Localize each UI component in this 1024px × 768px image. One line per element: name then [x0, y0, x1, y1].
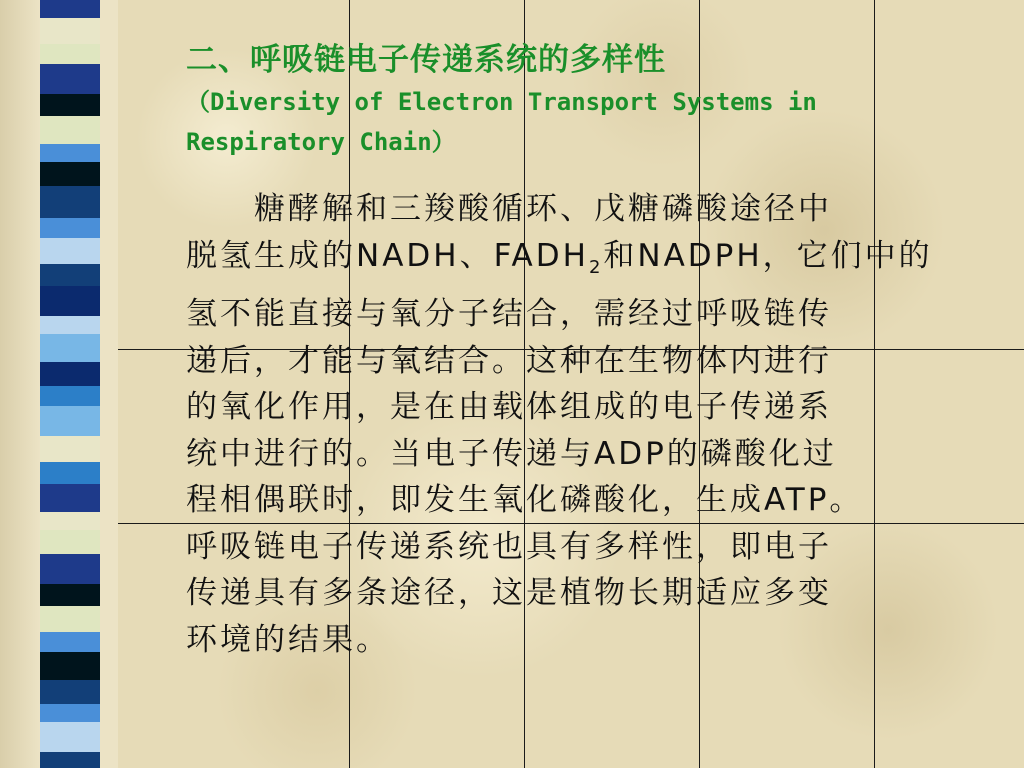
body-line-2-text-b: 和NADPH，它们中的 [603, 237, 933, 274]
stripe-segment [40, 64, 100, 94]
body-line-1-text: 糖酵解和三羧酸循环、戊糖磷酸途径中 [254, 191, 832, 227]
stripe-segment [40, 554, 100, 584]
stripe-segment [40, 144, 100, 162]
stripe-segment [40, 116, 100, 144]
stripe-segment [40, 44, 100, 64]
stripe-column [40, 0, 100, 768]
stripe-segment [40, 752, 100, 768]
stripe-segment [40, 722, 100, 752]
stripe-segment [40, 238, 100, 264]
stripe-segment [40, 334, 100, 362]
paragraph-indent [186, 191, 254, 227]
body-line-2 [186, 233, 946, 292]
body-line-1 [186, 186, 946, 233]
body-line-4: 递后，才能与氧结合。这种在生物体内进行 [186, 342, 832, 379]
stripe-segment [40, 264, 100, 286]
body-line-2-text-a: 脱氢生成的NADH、FADH [186, 237, 589, 274]
body-line-8: 呼吸链电子传递系统也具有多样性，即电子 [186, 528, 832, 565]
body-line-5: 的氧化作用，是在由载体组成的电子传递系 [186, 389, 832, 426]
stripe-segment [40, 18, 100, 44]
slide-title-english: （Diversity of Electron Transport Systems in Respiratory Chain） [186, 88, 817, 156]
stripe-segment [40, 162, 100, 186]
stripe-segment [40, 218, 100, 238]
stripe-segment [40, 530, 100, 554]
body-paragraph [186, 186, 946, 663]
body-line-3: 氢不能直接与氧分子结合，需经过呼吸链传 [186, 296, 832, 333]
body-line-9: 传递具有多条途径，这是植物长期适应多变 [186, 575, 832, 612]
stripe-segment [40, 436, 100, 462]
body-line-10: 环境的结果。 [186, 621, 390, 658]
stripe-segment [40, 680, 100, 704]
stripe-segment [40, 584, 100, 606]
stripe-segment [40, 186, 100, 218]
fadh2-subscript: 2 [588, 256, 604, 278]
stripe-segment [40, 704, 100, 722]
stripe-segment [40, 512, 100, 530]
decorative-stripe-band [0, 0, 118, 768]
stripe-segment [40, 0, 100, 18]
stripe-segment [40, 606, 100, 632]
stripe-segment [40, 652, 100, 680]
stripe-band-shadow [0, 0, 40, 768]
stripe-segment [40, 316, 100, 334]
stripe-segment [40, 386, 100, 406]
stripe-segment [40, 484, 100, 512]
body-line-7: 程相偶联时，即发生氧化磷酸化，生成ATP。 [186, 482, 864, 519]
stripe-segment [40, 362, 100, 386]
stripe-segment [40, 286, 100, 316]
stripe-segment [40, 406, 100, 436]
body-line-6: 统中进行的。当电子传递与ADP的磷酸化过 [186, 435, 837, 472]
stripe-segment [40, 94, 100, 116]
stripe-segment [40, 632, 100, 652]
slide-title-chinese: 二、呼吸链电子传递系统的多样性 [186, 42, 666, 78]
stripe-segment [40, 462, 100, 484]
